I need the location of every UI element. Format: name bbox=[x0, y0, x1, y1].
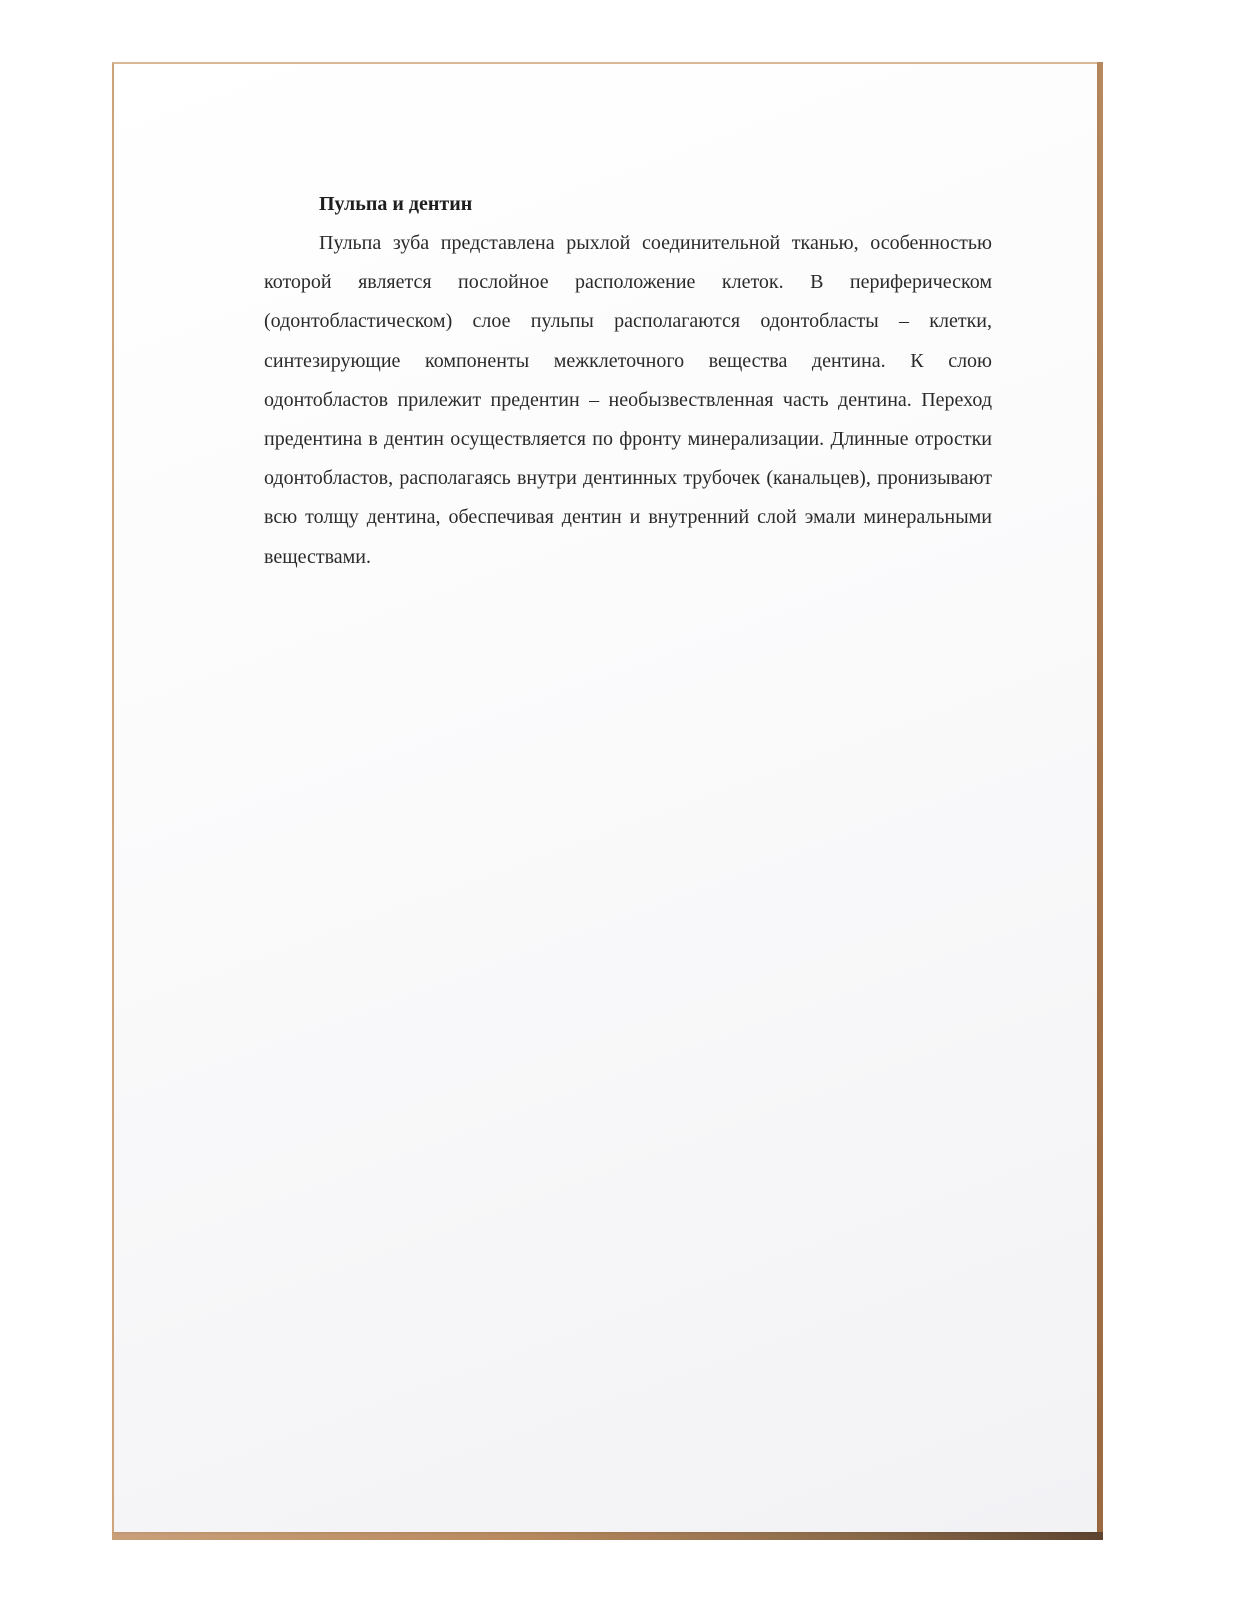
paper-sheet bbox=[112, 62, 1097, 1532]
desk-edge-bottom bbox=[112, 1532, 1103, 1540]
body-paragraph: Пульпа зуба представлена рыхлой соединительной тканью, особенностью которой является послойное расположение клеток. В периферическом (одонтобластическом) слое пульпы располагаются одонтобласты – клетки, синтезирующие компоненты межклеточного вещества дентина. К слою одонтобластов прилежит предентин – необызвествленная часть дентина. Переход предентина в дентин осуществляется по фронту минерализации. Длинные отростки одонтобластов, располагаясь внутри дентинных трубочек (канальцев), пронизывают всю толщу дентина, обеспечивая дентин и внутренний слой эмали минеральными веществами. bbox=[264, 232, 992, 568]
page-content bbox=[264, 190, 992, 577]
desk-edge-right bbox=[1097, 62, 1103, 1540]
section-heading: Пульпа и дентин bbox=[319, 193, 473, 215]
